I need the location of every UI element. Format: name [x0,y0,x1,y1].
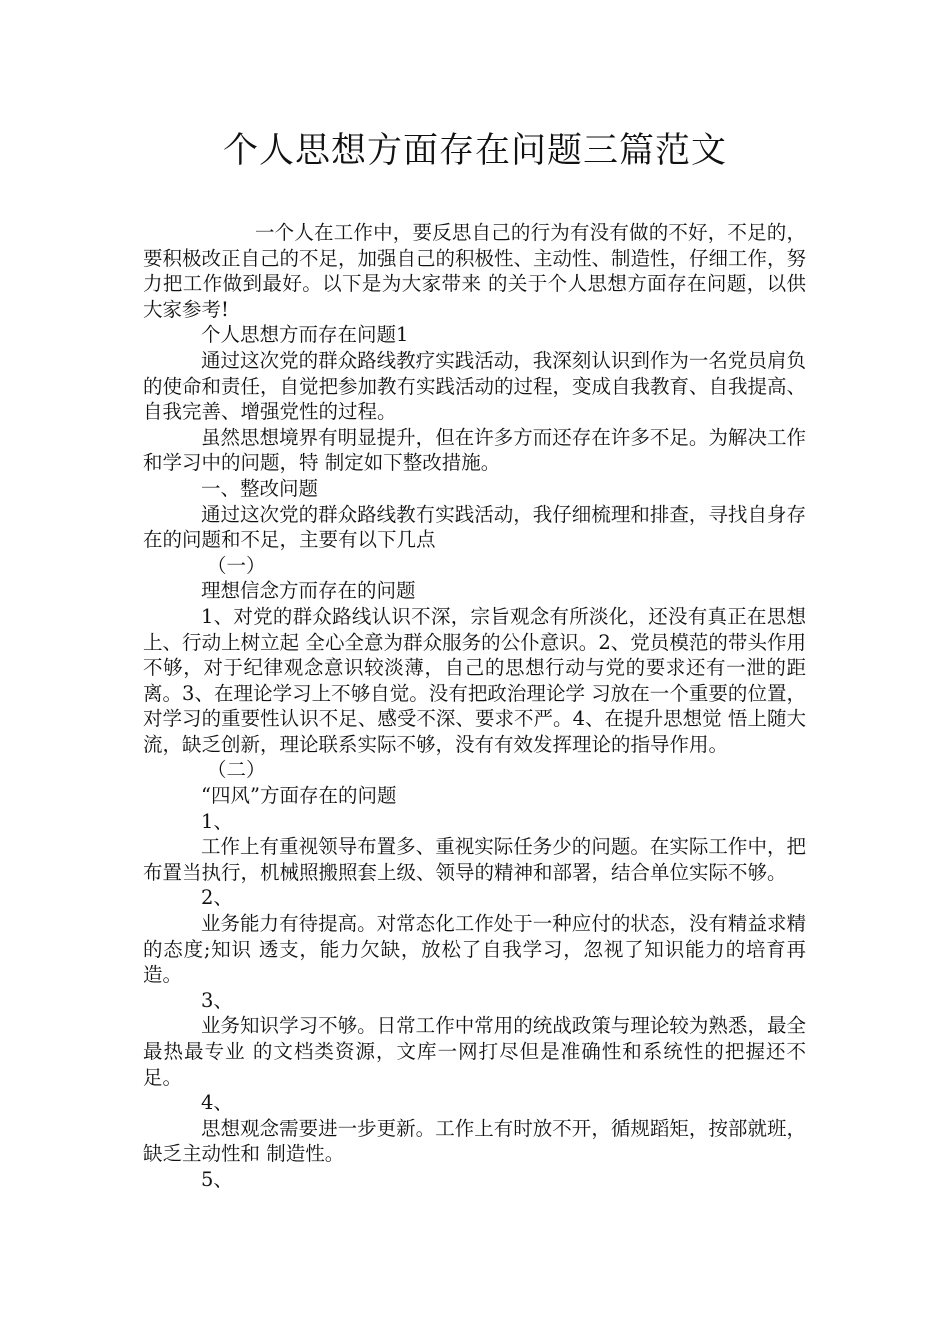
paragraph: 2、 [201,886,233,910]
paragraph: 思想观念需要进一步更新。工作上有时放不开，循规蹈矩，按部就班，缺乏主动性和 制造性。 [143,1116,806,1166]
paragraph: 5、 [201,1167,233,1191]
paragraph: （二） [207,758,266,782]
paragraph: 虽然思想境界有明显提升，但在许多方而还存在许多不足。为解决工作和学习中的问题，特 制定如下整改措施。 [143,425,806,475]
paragraph: 业务知识学习不够。日常工作中常用的统战政策与理论较为熟悉，最全最热最专业 的文档类资源，文库一网打尽但是准确性和系统性的把握还不足。 [143,1014,806,1089]
paragraph: 1、对党的群众路线认识不深，宗旨观念有所淡化，还没有真正在思想上、行动上树立起 全心全意为群众服务的公仆意识。2、党员模范的带头作用不够，对于纪律观念意识较淡薄，自己的思想行动与党的要求还有一泄的距离。3、在理论学习上不够自觉。没有把政治理论学 习放在一个重要的位置，对学习的重要性认识不足、感受不深、要求不严。4、在提升思想觉 悟上随大流，缺乏创新，理论联系实际不够，没有有效发挥理论的指导作用。 [143,604,806,756]
document-body [143,220,806,1193]
paragraph: 通过这次党的群众路线教冇实践活动，我仔细梳理和排查，寻找自身存在的问题和不足，主要有以下几点 [143,502,806,552]
paragraph: “四风”方面存在的问题 [201,784,397,808]
paragraph: 3、 [201,988,233,1012]
paragraph: 一个人在工作中，要反思自己的行为有没有做的不好，不足的，要积极改正自己的不足，加强自己的积极性、主动性、制造性，仔细工作，努力把工作做到最好。以下是为大家带来 的关于个人思想方面存在问题，以供大家参考! [143,221,807,321]
paragraph: 一、整改问题 [201,476,319,500]
paragraph: 工作上有重视领导布置多、重视实际任务少的问题。在实际工作中，把布置当执行，机械照搬照套上级、领导的精神和部署，结合单位实际不够。 [143,835,806,884]
paragraph: 4、 [201,1091,233,1115]
document-title: 个人思想方面存在问题三篇范文 [222,131,727,171]
paragraph: 业务能力有待提高。对常态化工作处于一种应付的状态，没有精益求精的态度;知识 透支，能力欠缺，放松了自我学习，忽视了知识能力的培育再造。 [143,912,806,987]
paragraph: 1、 [201,809,233,833]
paragraph: 个人思想方而存在问题1 [201,323,409,347]
paragraph: 理想信念方而存在的问题 [201,579,416,603]
paragraph: （一） [207,553,266,577]
paragraph: 通过这次党的群众路线教疗实践活动，我深刻认识到作为一名党员肩负的使命和责任，自觉把参加教冇实践活动的过程，变成自我教育、自我提高、自我完善、增强党性的过程。 [143,348,807,424]
